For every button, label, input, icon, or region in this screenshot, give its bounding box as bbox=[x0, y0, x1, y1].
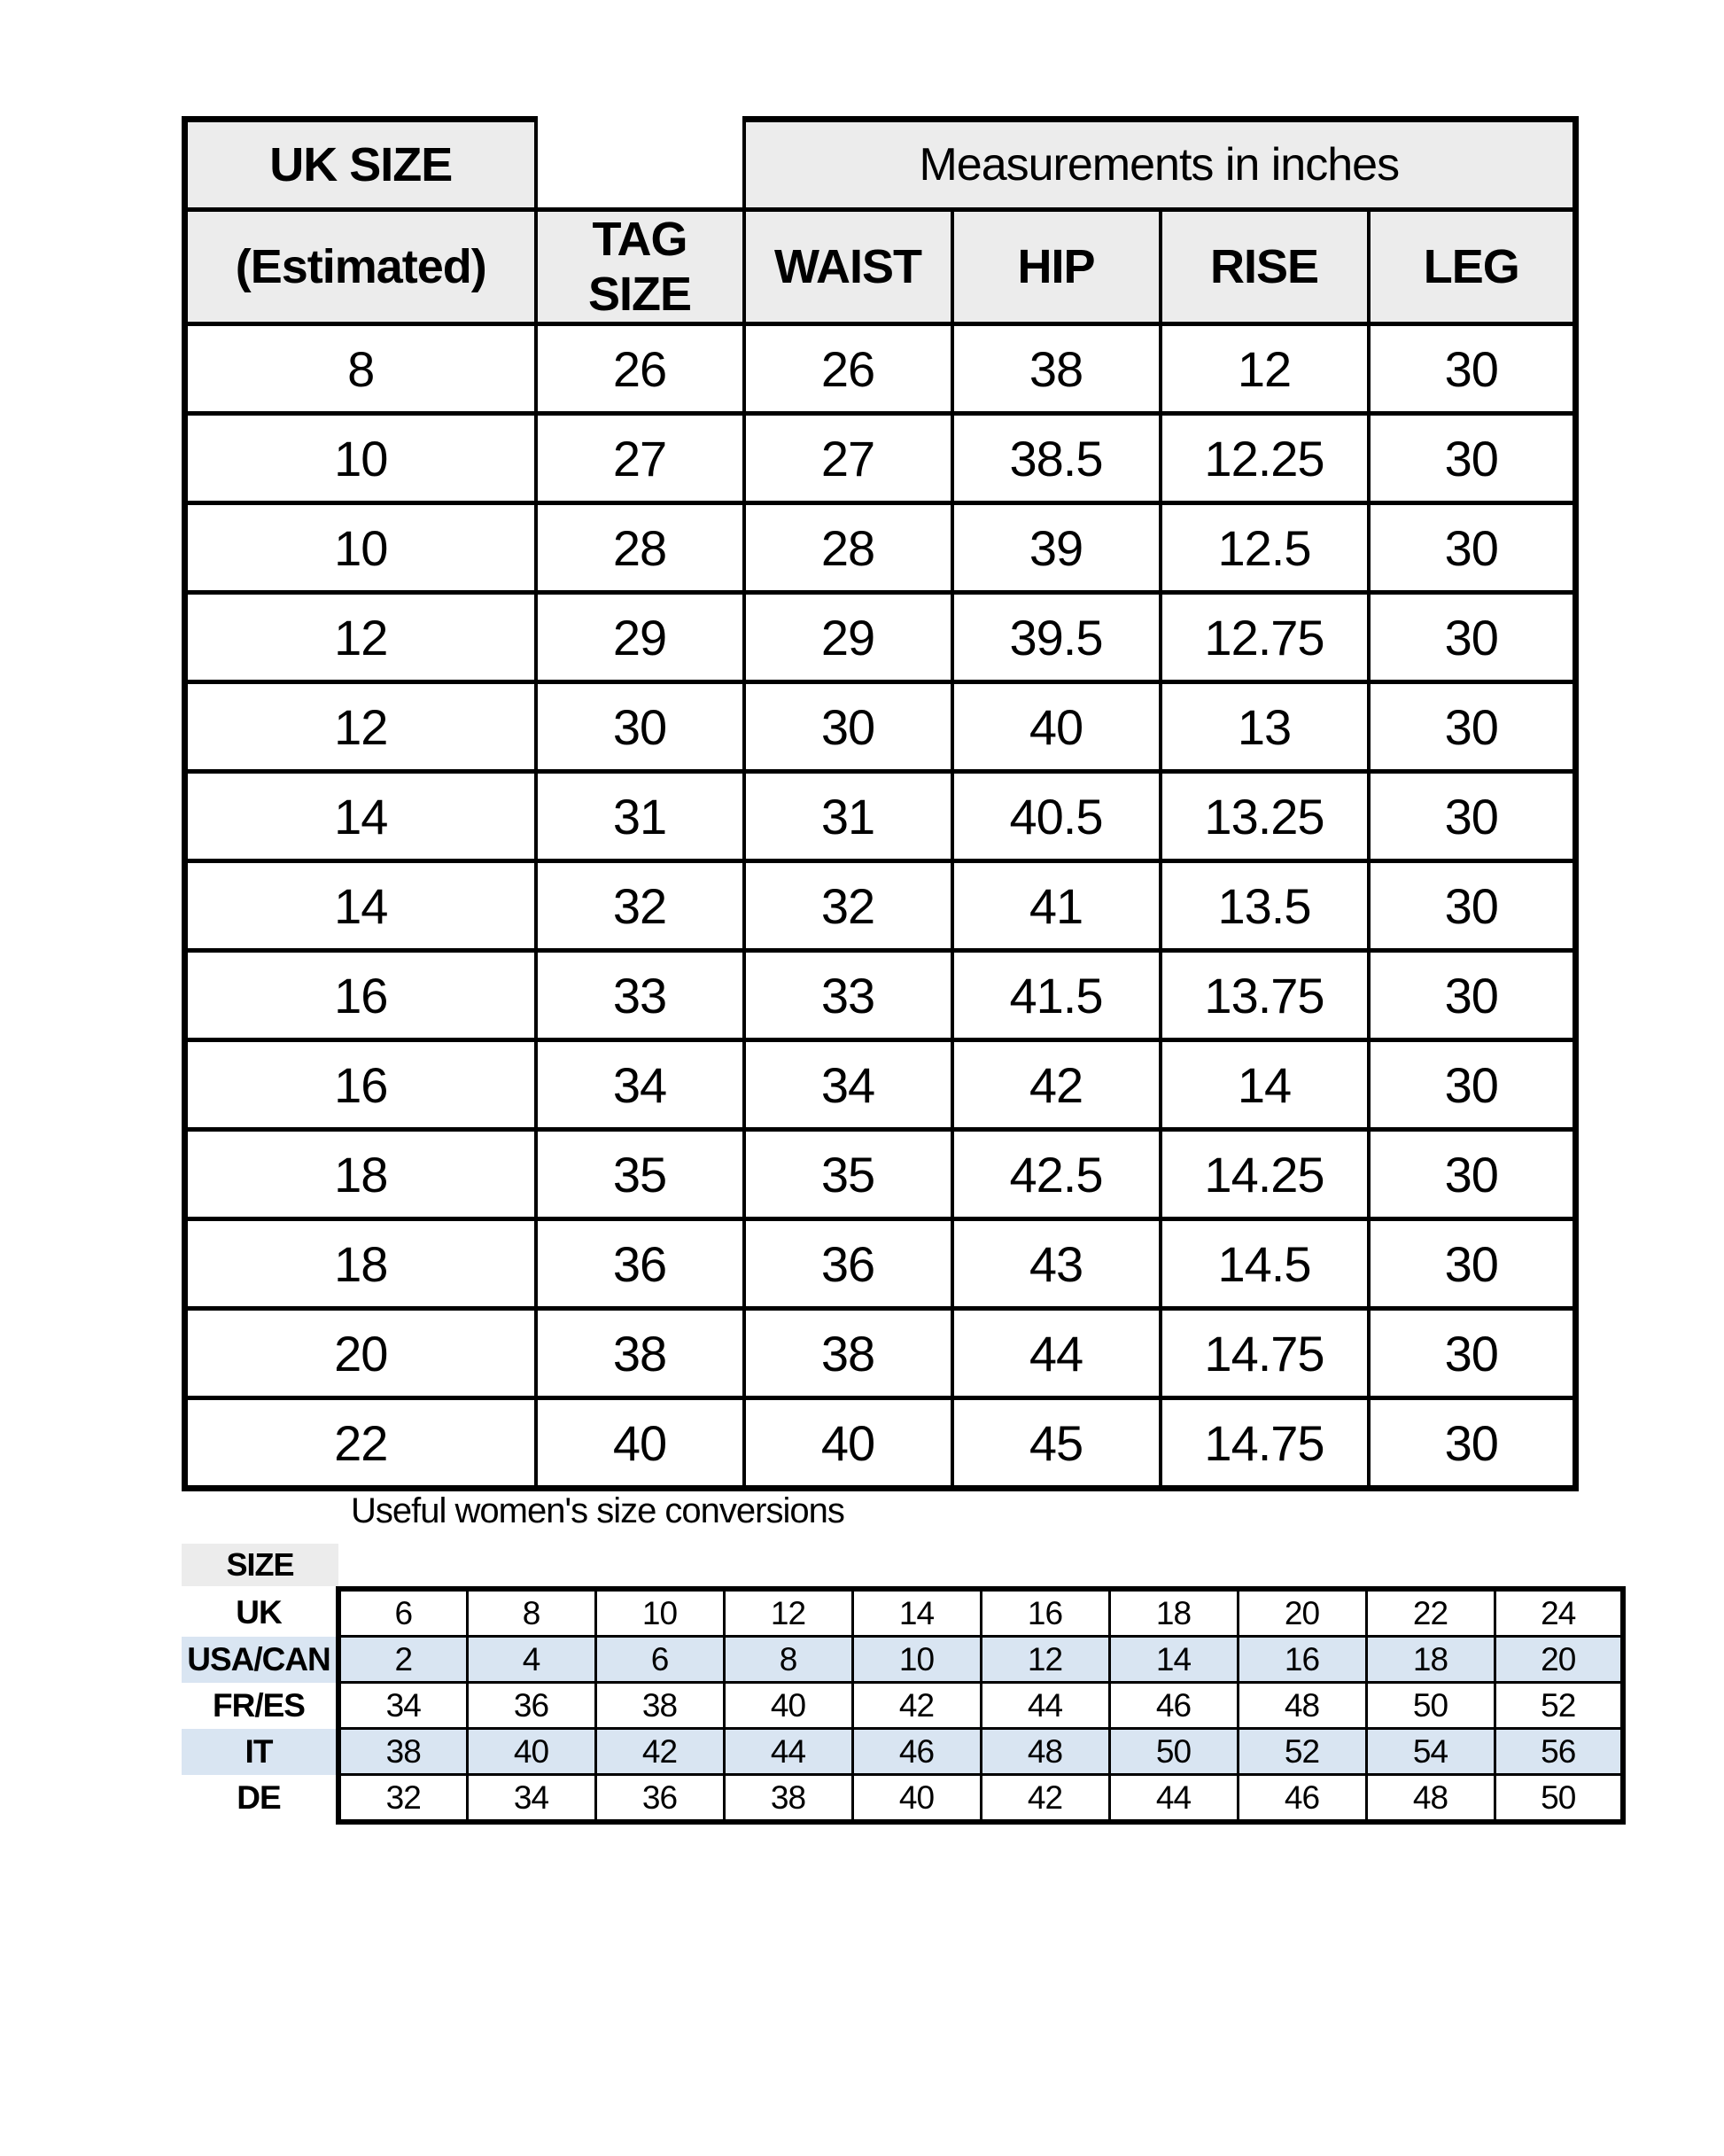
size-cell: 38 bbox=[744, 1309, 952, 1398]
conversion-row bbox=[182, 1589, 1623, 1637]
size-cell: 28 bbox=[744, 503, 952, 593]
size-cell: 38.5 bbox=[952, 414, 1161, 503]
conversion-row-label: IT bbox=[182, 1729, 338, 1775]
header-measurements: Measurements in inches bbox=[744, 120, 1576, 210]
conversion-cell: 46 bbox=[852, 1729, 981, 1775]
conversion-cell: 44 bbox=[724, 1729, 852, 1775]
conversions-body bbox=[182, 1589, 1623, 1822]
header-rise: RISE bbox=[1161, 210, 1369, 324]
conversion-row bbox=[182, 1683, 1623, 1729]
size-cell: 10 bbox=[185, 503, 536, 593]
conversion-cell: 38 bbox=[595, 1683, 724, 1729]
conversion-cell: 6 bbox=[595, 1637, 724, 1683]
conversion-cell: 24 bbox=[1495, 1589, 1623, 1637]
size-cell: 16 bbox=[185, 951, 536, 1040]
size-cell: 40 bbox=[952, 682, 1161, 772]
size-cell: 26 bbox=[536, 324, 744, 414]
size-cell: 13.75 bbox=[1161, 951, 1369, 1040]
conversion-cell: 52 bbox=[1495, 1683, 1623, 1729]
size-cell: 42.5 bbox=[952, 1130, 1161, 1219]
conversion-cell: 38 bbox=[338, 1729, 467, 1775]
size-cell: 38 bbox=[536, 1309, 744, 1398]
size-cell: 35 bbox=[536, 1130, 744, 1219]
conversion-row-label: UK bbox=[182, 1589, 338, 1637]
size-cell: 28 bbox=[536, 503, 744, 593]
size-cell: 40.5 bbox=[952, 772, 1161, 861]
size-cell: 13.25 bbox=[1161, 772, 1369, 861]
conversion-cell: 10 bbox=[852, 1637, 981, 1683]
size-row bbox=[185, 1309, 1576, 1398]
size-cell: 36 bbox=[744, 1219, 952, 1309]
conversion-cell: 16 bbox=[981, 1589, 1109, 1637]
size-cell: 13 bbox=[1161, 682, 1369, 772]
header-spacer bbox=[536, 120, 744, 210]
conversion-cell: 50 bbox=[1366, 1683, 1495, 1729]
size-cell: 30 bbox=[1369, 1309, 1576, 1398]
conversion-cell: 44 bbox=[1109, 1775, 1238, 1823]
size-cell: 33 bbox=[744, 951, 952, 1040]
conversion-cell: 42 bbox=[852, 1683, 981, 1729]
size-row bbox=[185, 1130, 1576, 1219]
size-cell: 43 bbox=[952, 1219, 1161, 1309]
size-chart-table bbox=[182, 116, 1579, 1491]
conversion-cell: 22 bbox=[1366, 1589, 1495, 1637]
size-row bbox=[185, 1398, 1576, 1489]
size-cell: 30 bbox=[1369, 1130, 1576, 1219]
size-cell: 30 bbox=[1369, 593, 1576, 682]
header-row-groups bbox=[185, 120, 1576, 210]
size-cell: 27 bbox=[536, 414, 744, 503]
conversions-title: Useful women's size conversions bbox=[351, 1491, 844, 1530]
conversion-cell: 40 bbox=[852, 1775, 981, 1823]
conversion-cell: 40 bbox=[467, 1729, 595, 1775]
size-cell: 12.75 bbox=[1161, 593, 1369, 682]
size-row bbox=[185, 682, 1576, 772]
size-cell: 31 bbox=[744, 772, 952, 861]
size-cell: 32 bbox=[536, 861, 744, 951]
size-cell: 12 bbox=[185, 593, 536, 682]
size-cell: 30 bbox=[1369, 1040, 1576, 1130]
size-corner-label: SIZE bbox=[182, 1544, 338, 1586]
size-cell: 30 bbox=[536, 682, 744, 772]
size-chart-header bbox=[185, 120, 1576, 324]
conversions-table bbox=[182, 1586, 1626, 1825]
size-cell: 26 bbox=[744, 324, 952, 414]
size-cell: 45 bbox=[952, 1398, 1161, 1489]
conversion-row-label: DE bbox=[182, 1775, 338, 1823]
size-cell: 40 bbox=[536, 1398, 744, 1489]
size-cell: 41.5 bbox=[952, 951, 1161, 1040]
conversion-cell: 32 bbox=[338, 1775, 467, 1823]
size-cell: 20 bbox=[185, 1309, 536, 1398]
conversion-cell: 34 bbox=[467, 1775, 595, 1823]
size-cell: 18 bbox=[185, 1130, 536, 1219]
size-row bbox=[185, 324, 1576, 414]
conversion-cell: 54 bbox=[1366, 1729, 1495, 1775]
conversion-cell: 6 bbox=[338, 1589, 467, 1637]
size-cell: 30 bbox=[1369, 951, 1576, 1040]
size-cell: 14.75 bbox=[1161, 1398, 1369, 1489]
conversion-cell: 8 bbox=[467, 1589, 595, 1637]
size-cell: 39 bbox=[952, 503, 1161, 593]
conversion-row-label: FR/ES bbox=[182, 1683, 338, 1729]
size-cell: 44 bbox=[952, 1309, 1161, 1398]
conversion-cell: 14 bbox=[852, 1589, 981, 1637]
size-row bbox=[185, 503, 1576, 593]
conversion-cell: 36 bbox=[467, 1683, 595, 1729]
size-cell: 30 bbox=[744, 682, 952, 772]
size-cell: 12 bbox=[1161, 324, 1369, 414]
size-cell: 33 bbox=[536, 951, 744, 1040]
conversion-cell: 48 bbox=[1238, 1683, 1366, 1729]
conversion-cell: 38 bbox=[724, 1775, 852, 1823]
size-cell: 39.5 bbox=[952, 593, 1161, 682]
conversion-cell: 14 bbox=[1109, 1637, 1238, 1683]
conversion-row-label: USA/CAN bbox=[182, 1637, 338, 1683]
size-cell: 10 bbox=[185, 414, 536, 503]
size-cell: 41 bbox=[952, 861, 1161, 951]
conversion-cell: 36 bbox=[595, 1775, 724, 1823]
conversion-cell: 46 bbox=[1238, 1775, 1366, 1823]
size-cell: 14.25 bbox=[1161, 1130, 1369, 1219]
size-cell: 35 bbox=[744, 1130, 952, 1219]
size-row bbox=[185, 861, 1576, 951]
conversion-cell: 12 bbox=[981, 1637, 1109, 1683]
conversion-cell: 18 bbox=[1366, 1637, 1495, 1683]
conversion-cell: 56 bbox=[1495, 1729, 1623, 1775]
conversion-cell: 40 bbox=[724, 1683, 852, 1729]
conversion-cell: 46 bbox=[1109, 1683, 1238, 1729]
conversion-cell: 20 bbox=[1238, 1589, 1366, 1637]
size-cell: 30 bbox=[1369, 772, 1576, 861]
size-row bbox=[185, 414, 1576, 503]
conversion-cell: 12 bbox=[724, 1589, 852, 1637]
conversion-cell: 50 bbox=[1109, 1729, 1238, 1775]
size-cell: 29 bbox=[536, 593, 744, 682]
size-cell: 18 bbox=[185, 1219, 536, 1309]
size-cell: 16 bbox=[185, 1040, 536, 1130]
size-cell: 30 bbox=[1369, 682, 1576, 772]
conversion-cell: 42 bbox=[595, 1729, 724, 1775]
header-uk-size: UK SIZE bbox=[185, 120, 536, 210]
conversion-cell: 34 bbox=[338, 1683, 467, 1729]
size-cell: 34 bbox=[536, 1040, 744, 1130]
size-cell: 29 bbox=[744, 593, 952, 682]
size-cell: 42 bbox=[952, 1040, 1161, 1130]
size-chart-body bbox=[185, 324, 1576, 1489]
size-cell: 34 bbox=[744, 1040, 952, 1130]
conversion-cell: 48 bbox=[981, 1729, 1109, 1775]
header-leg: LEG bbox=[1369, 210, 1576, 324]
size-cell: 27 bbox=[744, 414, 952, 503]
size-cell: 8 bbox=[185, 324, 536, 414]
size-row bbox=[185, 1219, 1576, 1309]
size-cell: 30 bbox=[1369, 503, 1576, 593]
size-cell: 14 bbox=[185, 861, 536, 951]
header-estimated: (Estimated) bbox=[185, 210, 536, 324]
size-row bbox=[185, 951, 1576, 1040]
size-cell: 14 bbox=[185, 772, 536, 861]
size-cell: 14.5 bbox=[1161, 1219, 1369, 1309]
size-row bbox=[185, 593, 1576, 682]
size-cell: 40 bbox=[744, 1398, 952, 1489]
size-cell: 12.5 bbox=[1161, 503, 1369, 593]
size-cell: 30 bbox=[1369, 414, 1576, 503]
size-cell: 22 bbox=[185, 1398, 536, 1489]
conversion-cell: 18 bbox=[1109, 1589, 1238, 1637]
size-cell: 12.25 bbox=[1161, 414, 1369, 503]
conversion-row bbox=[182, 1729, 1623, 1775]
conversion-cell: 16 bbox=[1238, 1637, 1366, 1683]
size-cell: 31 bbox=[536, 772, 744, 861]
conversion-row bbox=[182, 1637, 1623, 1683]
size-cell: 38 bbox=[952, 324, 1161, 414]
conversion-cell: 48 bbox=[1366, 1775, 1495, 1823]
size-cell: 13.5 bbox=[1161, 861, 1369, 951]
size-cell: 14 bbox=[1161, 1040, 1369, 1130]
size-cell: 32 bbox=[744, 861, 952, 951]
conversion-cell: 2 bbox=[338, 1637, 467, 1683]
conversion-row bbox=[182, 1775, 1623, 1823]
conversion-cell: 4 bbox=[467, 1637, 595, 1683]
conversion-cell: 52 bbox=[1238, 1729, 1366, 1775]
conversion-cell: 44 bbox=[981, 1683, 1109, 1729]
header-row-columns bbox=[185, 210, 1576, 324]
header-tag-size: TAG SIZE bbox=[536, 210, 744, 324]
size-cell: 30 bbox=[1369, 1398, 1576, 1489]
conversion-cell: 42 bbox=[981, 1775, 1109, 1823]
conversion-cell: 50 bbox=[1495, 1775, 1623, 1823]
conversion-cell: 20 bbox=[1495, 1637, 1623, 1683]
size-cell: 36 bbox=[536, 1219, 744, 1309]
size-cell: 12 bbox=[185, 682, 536, 772]
conversion-cell: 8 bbox=[724, 1637, 852, 1683]
size-cell: 14.75 bbox=[1161, 1309, 1369, 1398]
size-cell: 30 bbox=[1369, 861, 1576, 951]
size-cell: 30 bbox=[1369, 324, 1576, 414]
header-waist: WAIST bbox=[744, 210, 952, 324]
header-hip: HIP bbox=[952, 210, 1161, 324]
size-row bbox=[185, 1040, 1576, 1130]
size-cell: 30 bbox=[1369, 1219, 1576, 1309]
conversion-cell: 10 bbox=[595, 1589, 724, 1637]
size-row bbox=[185, 772, 1576, 861]
